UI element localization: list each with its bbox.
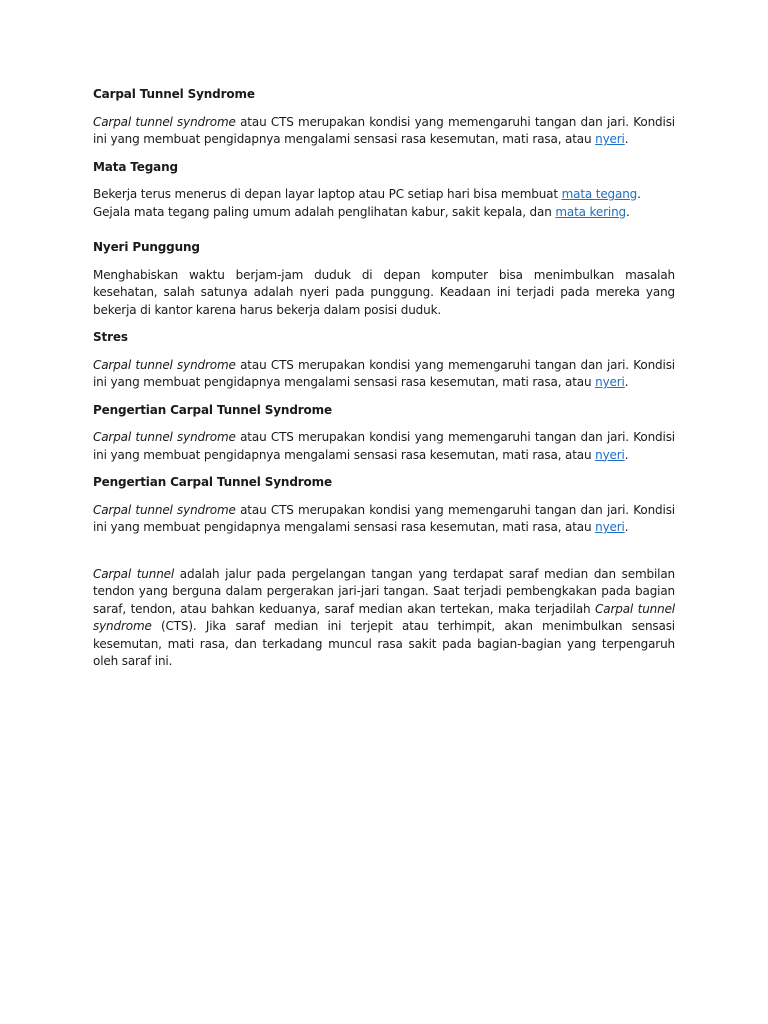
punctuation: . bbox=[624, 447, 629, 462]
paragraph-text: atau CTS merupakan kondisi yang memengaruhi tangan dan jari. Kondisi ini yang membuat pengidapnya mengalami sensasi rasa kesemutan, mati rasa, atau bbox=[93, 502, 675, 534]
italic-term: Carpal tunnel syndrome bbox=[93, 502, 236, 517]
italic-term: Carpal tunnel syndrome bbox=[93, 357, 236, 372]
heading-carpal-tunnel: Carpal Tunnel Syndrome bbox=[93, 87, 255, 101]
paragraph-text: atau CTS merupakan kondisi yang memengaruhi tangan dan jari. Kondisi ini yang membuat pengidapnya mengalami sensasi rasa kesemutan, mati rasa, atau bbox=[93, 430, 675, 462]
link-nyeri[interactable]: nyeri bbox=[595, 447, 625, 462]
paragraph-closing bbox=[93, 566, 675, 671]
paragraph-pengertian-cts bbox=[93, 429, 675, 464]
link-nyeri[interactable]: nyeri bbox=[595, 375, 625, 389]
italic-term: Carpal tunnel syndrome bbox=[93, 114, 236, 129]
punctuation: . bbox=[624, 375, 629, 389]
paragraph-stres bbox=[93, 357, 675, 392]
punctuation: . bbox=[626, 204, 630, 219]
heading-nyeri-punggung: Nyeri Punggung bbox=[93, 240, 200, 254]
link-nyeri[interactable]: nyeri bbox=[595, 520, 625, 534]
paragraph-text: atau CTS merupakan kondisi yang memengaruhi tangan dan jari. Kondisi ini yang membuat pengidapnya mengalami sensasi rasa kesemutan, mati rasa, atau bbox=[93, 114, 675, 146]
paragraph-mata-tegang bbox=[93, 186, 675, 221]
punctuation: . bbox=[637, 187, 641, 201]
paragraph-text: adalah jalur pada pergelangan tangan yang terdapat saraf median dan sembilan tendon yang berguna dalam pergerakan jari-jari tangan. Saat terjadi pembengkakan pada bagian saraf, tendon, atau bahkan keduanya, saraf median akan tertekan, maka terjadilah bbox=[93, 566, 675, 616]
paragraph-text: Gejala mata tegang paling umum adalah penglihatan kabur, sakit kepala, dan bbox=[93, 204, 556, 219]
heading-stres: Stres bbox=[93, 330, 128, 344]
paragraph-text: (CTS). Jika saraf median ini terjepit atau terhimpit, akan menimbulkan sensasi kesemutan, mati rasa, dan terkadang muncul rasa sakit pada bagian-bagian yang terpengaruh oleh saraf ini. bbox=[93, 619, 675, 668]
heading-mata-tegang: Mata Tegang bbox=[93, 159, 178, 174]
paragraph-carpal-tunnel bbox=[93, 114, 675, 149]
link-mata-tegang[interactable]: mata tegang bbox=[561, 187, 638, 201]
punctuation: . bbox=[624, 132, 629, 146]
italic-term: Carpal tunnel syndrome bbox=[93, 601, 675, 633]
heading-pengertian-cts: Pengertian Carpal Tunnel Syndrome bbox=[93, 402, 332, 417]
italic-term: Carpal tunnel syndrome bbox=[93, 430, 236, 444]
heading-pengertian-cts-2: Pengertian Carpal Tunnel Syndrome bbox=[93, 475, 332, 489]
italic-term: Carpal tunnel bbox=[93, 566, 175, 581]
paragraph-text: atau CTS merupakan kondisi yang memengaruhi tangan dan jari. Kondisi ini yang membuat pengidapnya mengalami sensasi rasa kesemutan, mati rasa, atau bbox=[93, 357, 675, 389]
paragraph-text: Bekerja terus menerus di depan layar laptop atau PC setiap hari bisa membuat bbox=[93, 187, 562, 201]
paragraph-nyeri-punggung: Menghabiskan waktu berjam-jam duduk di depan komputer bisa menimbulkan masalah kesehatan, salah satunya adalah nyeri pada punggung. Keadaan ini terjadi pada mereka yang bekerja di kantor karena harus bekerja dalam posisi duduk. bbox=[93, 267, 675, 317]
link-nyeri[interactable]: nyeri bbox=[595, 132, 625, 146]
punctuation: . bbox=[624, 520, 629, 534]
paragraph-pengertian-cts-2 bbox=[93, 502, 675, 537]
document-page bbox=[93, 86, 675, 681]
link-mata-kering[interactable]: mata kering bbox=[555, 204, 627, 219]
